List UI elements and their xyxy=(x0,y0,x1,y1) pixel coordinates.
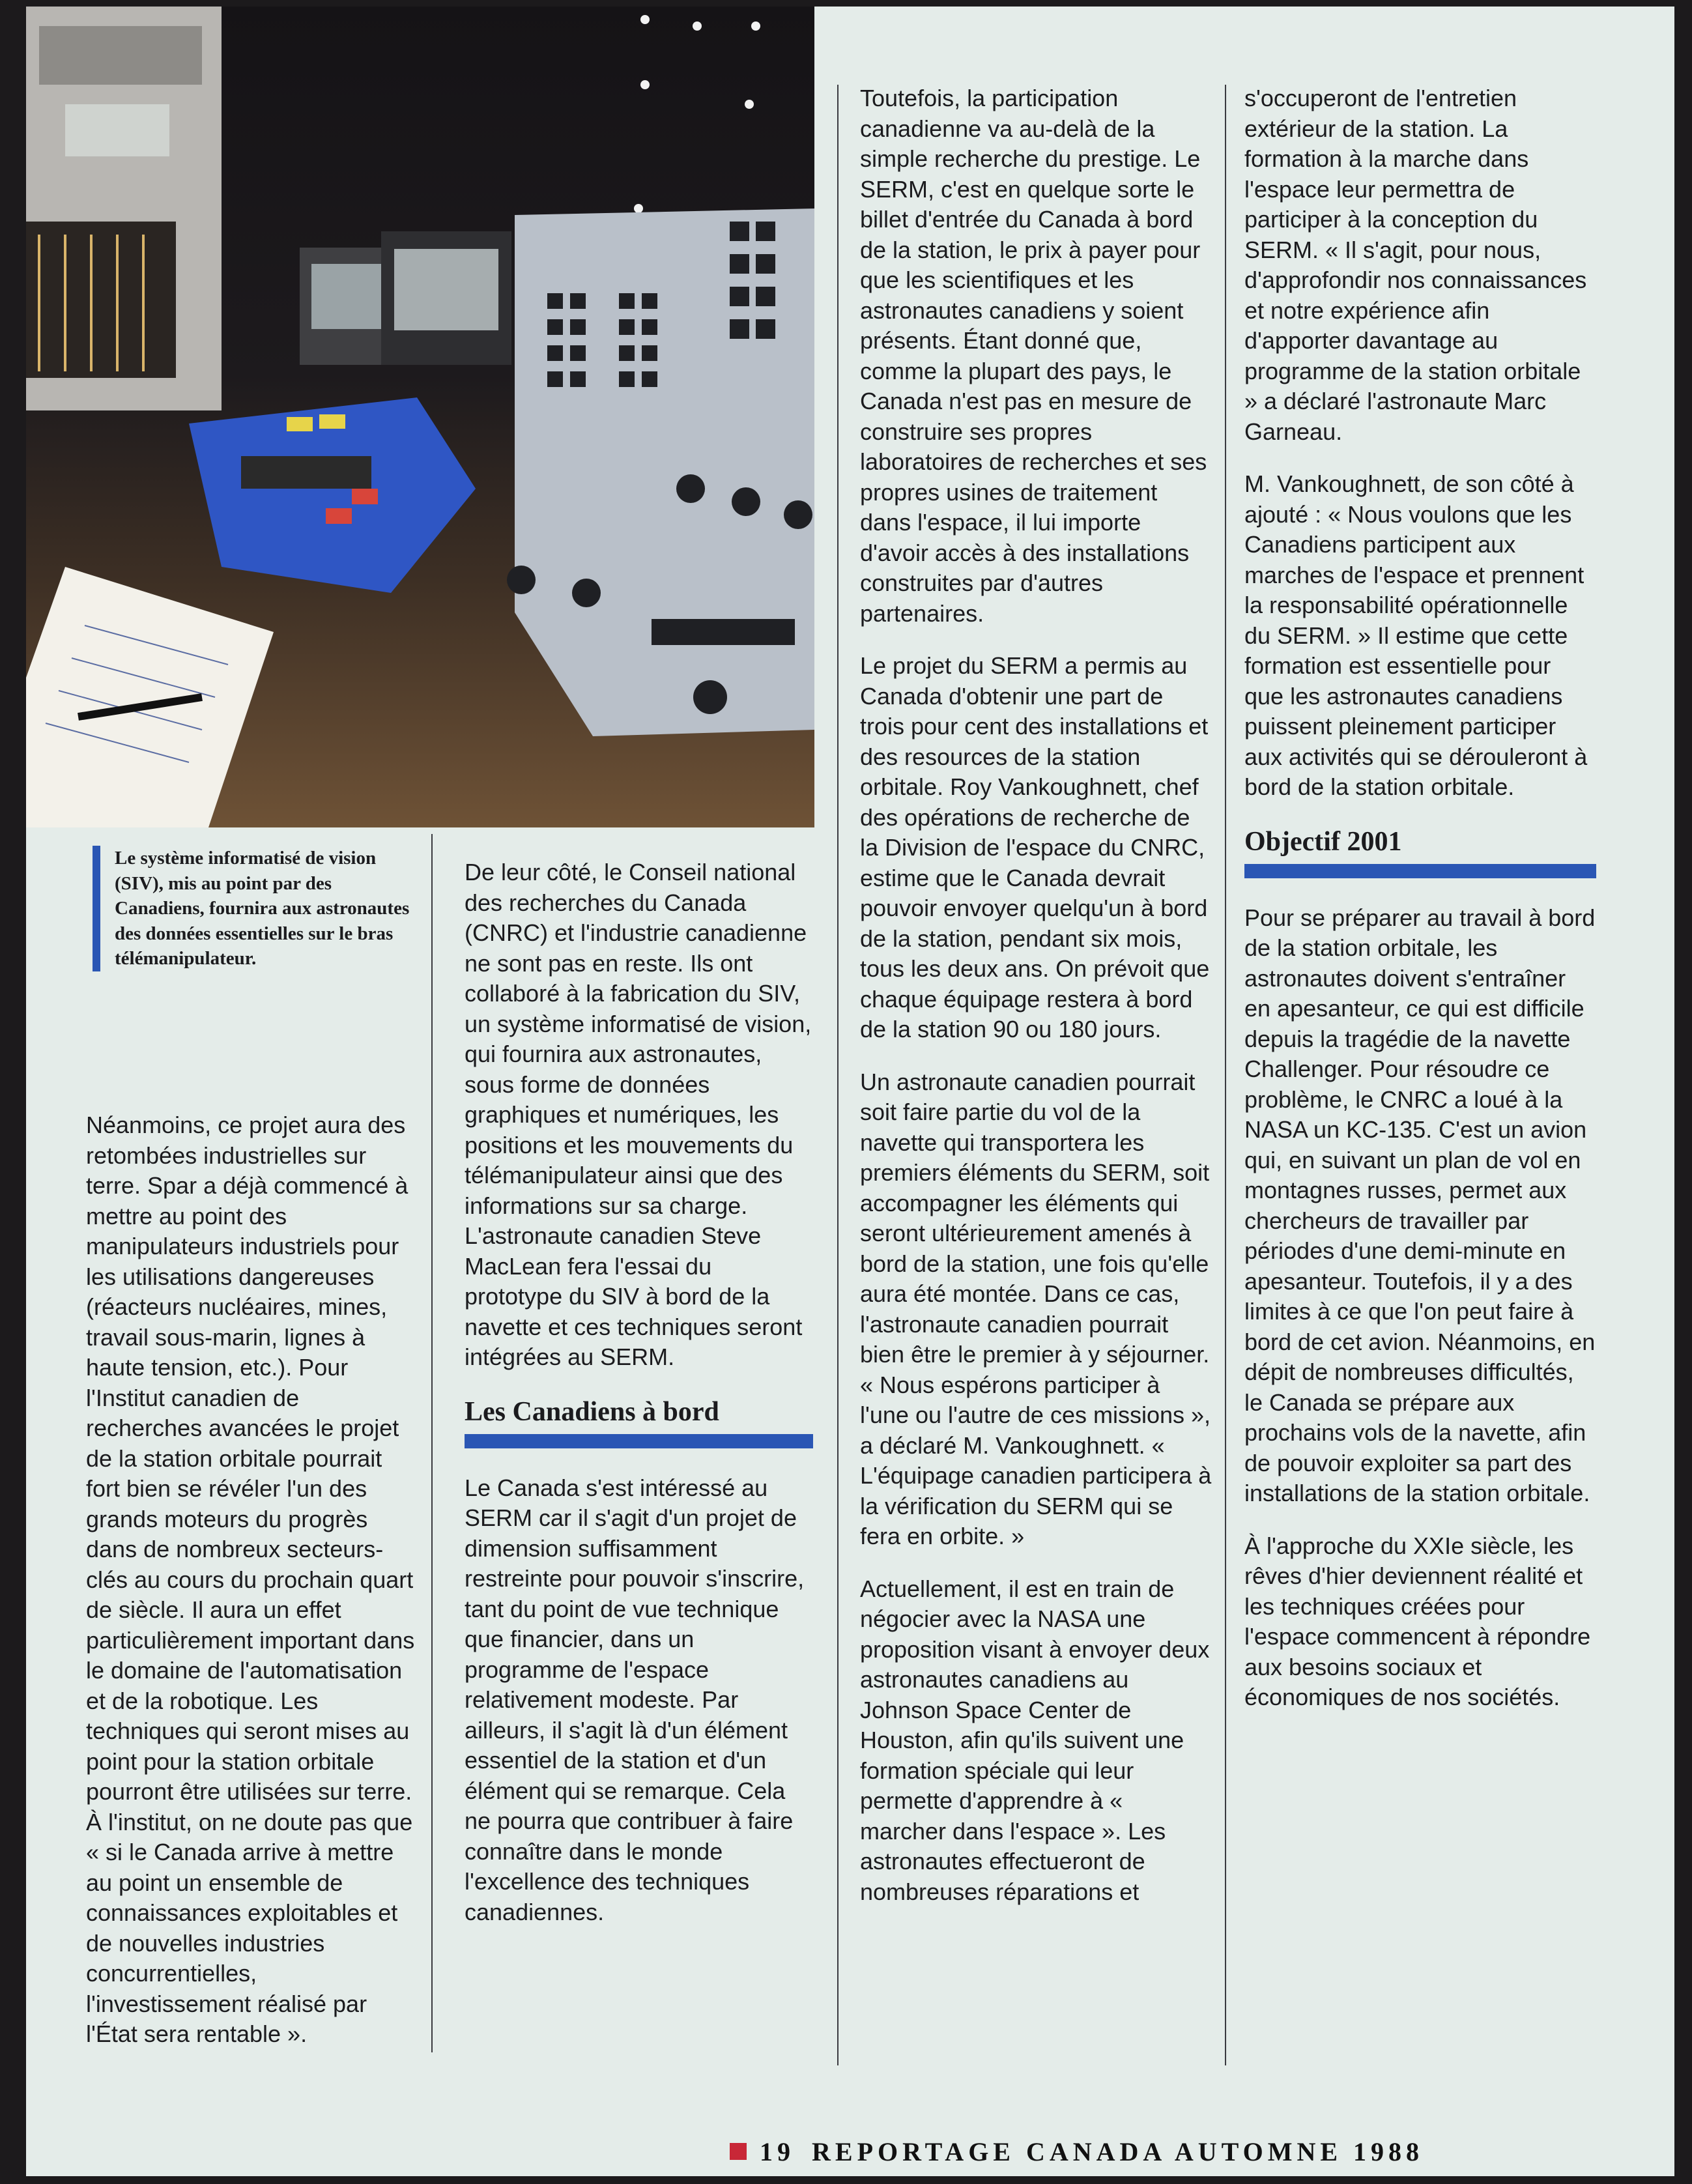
body-paragraph: De leur côté, le Conseil national des recherches du Canada (CNRC) et l'industrie canadienne ne sont pas en reste. Ils ont collaboré à la fabrication du SIV, un système informatisé de vision, qui fournira aux astronautes, sous forme de données graphiques et numériques, les positions et les mouvements du télémanipulateur ainsi que des informations sur sa charge. L'astronaute canadien Steve MacLean fera l'essai du prototype du SIV à bord de la navette et ces techniques seront intégrées au SERM. xyxy=(465,859,812,1370)
page-footer xyxy=(730,2128,1424,2175)
column-rule xyxy=(1225,85,1226,2065)
body-paragraph: Actuellement, il est en train de négocier avec la NASA une proposition visant à envoyer deux astronautes canadiens au Johnson Space Center de Houston, afin qu'ils suivent une formation spéciale qui leur permette d'apprendre à « marcher dans l'espace ». Les astronautes effectueront de nombreuses réparations et xyxy=(860,1575,1210,1905)
body-paragraph: Le projet du SERM a permis au Canada d'obtenir une part de trois pour cent des installations et des resources de la station orbitale. Roy Vankoughnett, chef des opérations de recherche de la Division de l'espace du CNRC, estime que le Canada devrait pouvoir envoyer quelqu'un à bord de la station, pendant six mois, tous les deux ans. On prévoit que chaque équipage restera à bord de la station 90 ou 180 jours. xyxy=(860,652,1210,1042)
body-paragraph: À l'approche du XXIe siècle, les rêves d'hier deviennent réalité et les techniques créées pour l'espace commencent à répondre aux besoins sociaux et économiques de nos sociétés. xyxy=(1244,1532,1591,1710)
column-rule xyxy=(837,85,839,2065)
body-paragraph: s'occuperont de l'entretien extérieur de la station. La formation à la marche dans l'espace leur permettra de participer à la conception du SERM. « Il s'agit, pour nous, d'approfondir nos connaissances et notre expérience afin d'apporter davantage au programme de la station orbitale » a déclaré l'astronaute Marc Garneau. xyxy=(1244,85,1587,445)
magazine-title: REPORTAGE CANADA AUTOMNE 1988 xyxy=(812,2136,1424,2166)
body-paragraph: Le Canada s'est intéressé au SERM car il s'agit d'un projet de dimension suffisamment restreinte pour pouvoir s'inscrire, tant du point de vue technique que financier, dans un programme de l'espace relativement modeste. Par ailleurs, il s'agit là d'un élément essentiel de la station et d'un élément qui se remarque. Cela ne pourra que contribuer à faire connaître dans le monde l'excellence des techniques canadiennes. xyxy=(465,1474,805,1925)
column-1 xyxy=(86,1110,420,2072)
siv-photo xyxy=(26,7,814,827)
page-number: 19 xyxy=(760,2136,795,2166)
column-2 xyxy=(465,857,813,1949)
body-paragraph: Pour se préparer au travail à bord de la station orbitale, les astronautes doivent s'entraîner en apesanteur, ce qui est difficile depuis la tragédie de la navette Challenger. Pour résoudre ce problème, le CNRC a loué à la NASA un KC-135. C'est un avion qui, en suivant un plan de vol en montagnes russes, permet aux chercheurs de travailler par périodes d'une demi-minute en apesanteur. Toutefois, il y a des limites à ce que l'on peut faire à bord de cet avion. Néanmoins, en dépit de nombreuses difficultés, le Canada se prépare aux prochains vols de la navette, afin de pouvoir exploiter sa part des installations de la station orbitale. xyxy=(1244,904,1596,1506)
column-rule xyxy=(431,834,433,2052)
photo-caption: Le système informatisé de vision (SIV), mis au point par des Canadiens, fournira aux astronautes des données essentielles sur le bras télémanipulateur. xyxy=(93,846,414,971)
section-heading: Objectif 2001 xyxy=(1244,826,1402,857)
column-4 xyxy=(1244,83,1596,1735)
column-3 xyxy=(860,83,1212,1929)
section-heading: Les Canadiens à bord xyxy=(465,1396,719,1427)
heading-rule xyxy=(465,1434,813,1448)
heading-rule xyxy=(1244,864,1596,878)
footer-square-icon xyxy=(730,2143,747,2160)
body-paragraph: Un astronaute canadien pourrait soit faire partie du vol de la navette qui transportera les premiers éléments du SERM, soit accompagner les éléments qui seront ultérieurement amenés à bord de la station, une fois qu'elle aura été montée. Dans ce cas, l'astronaute canadien pourrait bien être le premier à y séjourner. « Nous espérons participer à l'une ou l'autre de ces missions », a déclaré M. Vankoughnett. « L'équipage canadien participera à la vérification du SERM qui se fera en orbite. » xyxy=(860,1068,1212,1549)
magazine-page xyxy=(26,7,1674,2176)
body-paragraph: Toutefois, la participation canadienne va au-delà de la simple recherche du prestige. Le SERM, c'est en quelque sorte le billet d'entrée du Canada à bord de la station, le prix à payer pour que les scientifiques et les astronautes canadiens y soient présents. Étant donné que, comme la plupart des pays, le Canada n'est pas en mesure de construire ses propres laboratoires de recherches et ses propres usines de traitement dans l'espace, il lui importe d'avoir accès à des installations construites par d'autres partenaires. xyxy=(860,85,1207,627)
body-paragraph: M. Vankoughnett, de son côté à ajouté : « Nous voulons que les Canadiens participent aux marches de l'espace et prennent la responsabilité opérationnelle du SERM. » Il estime que cette formation est essentielle pour que les astronautes canadiens puissent pleinement participer aux activités qui se dérouleront à bord de la station orbitale. xyxy=(1244,470,1588,800)
siv-photo-illustration xyxy=(26,7,814,827)
body-paragraph: Néanmoins, ce projet aura des retombées industrielles sur terre. Spar a déjà commencé à mettre au point des manipulateurs industriels pour les utilisations dangereuses (réacteurs nucléaires, mines, travail sous-marin, lignes à haute tension, etc.). Pour l'Institut canadien de recherches avancées le projet de la station orbitale pourrait fort bien se révéler l'un des grands moteurs du progrès dans de nombreux secteurs-clés au cours du prochain quart de siècle. Il aura un effet particulièrement important dans le domaine de l'automatisation et de la robotique. Les techniques qui seront mises au point pour la station orbitale pourront être utilisées sur terre. À l'institut, on ne doute pas que « si le Canada arrive à mettre au point un ensemble de connaissances exploitables et de nouvelles industries concurrentielles, l'investissement réalisé par l'État sera rentable ». xyxy=(86,1112,415,2047)
